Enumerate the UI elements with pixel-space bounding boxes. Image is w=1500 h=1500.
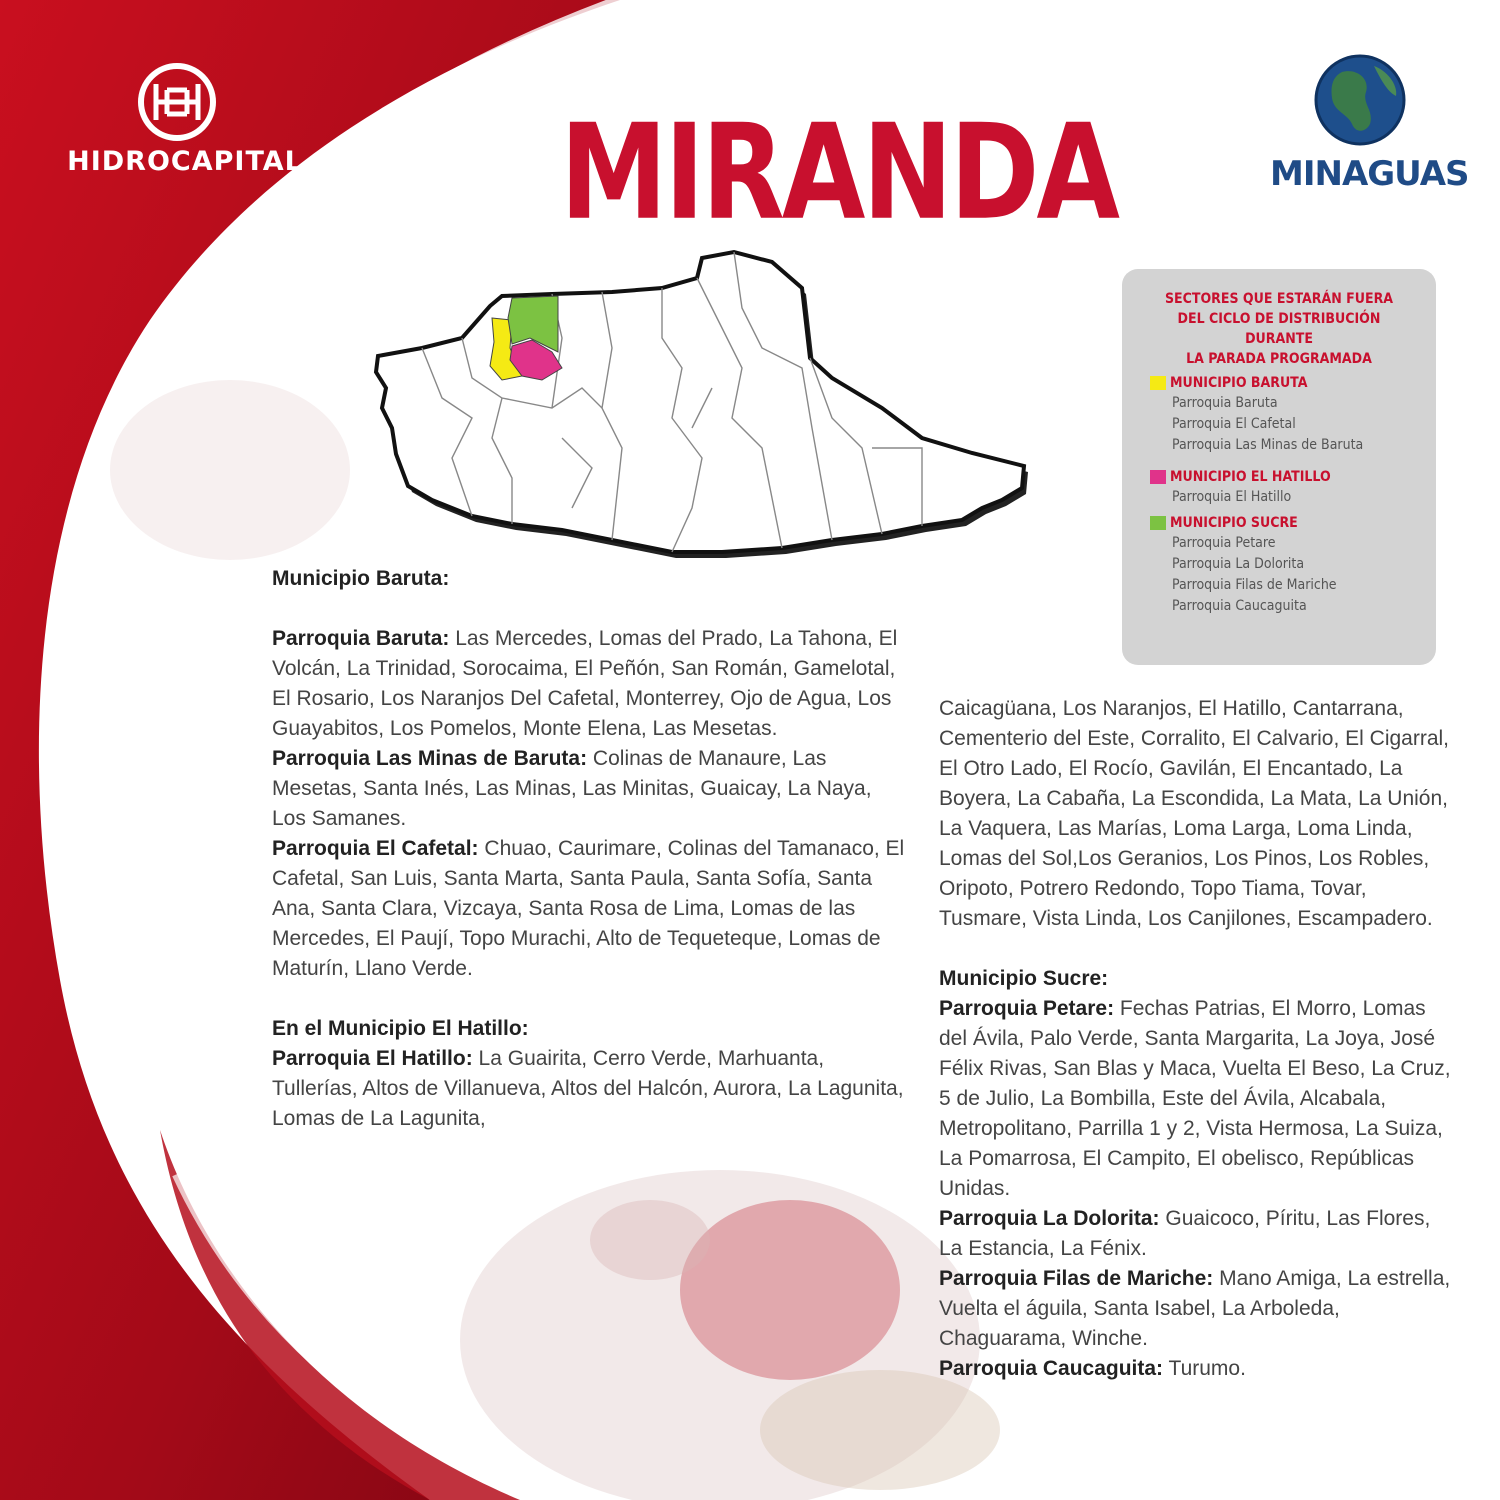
paragraph-petare: Parroquia Petare: Fechas Patrias, El Morro, Lomas del Ávila, Palo Verde, Santa Margarita, La Joya, José Félix Rivas, San Blas y Maca, Vuelta El Beso, La Cruz, 5 de Julio, La Bombilla, Este del Ávila, Alcabala, Metropolitano, Parrilla 1 y 2, Vista Hermosa, La Suiza, La Pomarrosa, El Campito, El obelisco, Repúblicas Unidas. [939, 997, 1451, 1200]
left-column-text [272, 564, 907, 1134]
paragraph-el-cafetal: Parroquia El Cafetal: Chuao, Caurimare, Colinas del Tamanaco, El Cafetal, San Luis, Santa Marta, Santa Paula, Santa Sofía, Santa Ana, Santa Clara, Vizcaya, Santa Rosa de Lima, Lomas de las Mercedes, El Paují, Topo Murachi, Alto de Tequeteque, Lomas de Maturín, Llano Verde. [272, 837, 905, 980]
miranda-map [362, 248, 1034, 558]
minaguas-wordmark: MINAGUAS [1270, 154, 1469, 194]
legend-panel [1122, 269, 1436, 665]
legend-group-baruta: MUNICIPIO BARUTA Parroquia Baruta Parroquia El Cafetal Parroquia Las Minas de Baruta [1150, 375, 1363, 456]
legend-group-sucre: MUNICIPIO SUCRE Parroquia Petare Parroquia La Dolorita Parroquia Filas de Mariche Parroquia Caucaguita [1150, 515, 1337, 617]
paragraph-parroquia-baruta: Parroquia Baruta: Las Mercedes, Lomas del Prado, La Tahona, El Volcán, La Trinidad, Sorocaima, El Peñón, San Román, Gamelotal, El Rosario, Los Naranjos Del Cafetal, Monterrey, Ojo de Agua, Los Guayabitos, Los Pomelos, Monte Elena, Las Mesetas. [272, 627, 898, 740]
paragraph-el-hatillo-continued: Caicagüana, Los Naranjos, El Hatillo, Cantarrana, Cementerio del Este, Corralito, El Calvario, El Cigarral, El Otro Lado, El Rocío, Gavilán, El Encantado, La Boyera, La Cabaña, La Escondida, La Mata, La Unión, La Vaquera, Las Marías, Loma Larga, Loma Linda, Lomas del Sol,Los Geranios, Los Pinos, Los Robles, Oripoto, Potrero Redondo, Topo Tiama, Tovar, Tusmare, Vista Linda, Los Canjilones, Escampadero. [939, 697, 1450, 930]
paragraph-filas-de-mariche: Parroquia Filas de Mariche: Mano Amiga, La estrella, Vuelta el águila, Santa Isabel, La Arboleda, Chaguarama, Winche. [939, 1267, 1451, 1350]
map-outline [376, 252, 1024, 552]
paragraph-la-dolorita: Parroquia La Dolorita: Guaicoco, Píritu, Las Flores, La Estancia, La Fénix. [939, 1207, 1431, 1260]
globe-icon [1312, 52, 1408, 148]
right-column-text [939, 694, 1459, 1384]
paragraph-caucaguita: Parroquia Caucaguita: Turumo. [939, 1357, 1246, 1380]
yellow-swatch [1150, 376, 1166, 390]
green-swatch [1150, 516, 1166, 530]
hidrocapital-wordmark: HIDROCAPITAL [67, 146, 303, 177]
minaguas-logo [1270, 52, 1469, 202]
legend-title: SECTORES QUE ESTARÁN FUERA DEL CICLO DE DISTRIBUCIÓN DURANTE LA PARADA PROGRAMADA [1164, 291, 1394, 367]
page-title: MIRANDA [560, 97, 1118, 250]
magenta-swatch [1150, 470, 1166, 484]
paragraph-las-minas: Parroquia Las Minas de Baruta: Colinas de Manaure, Las Mesetas, Santa Inés, Las Minas, Las Minitas, Guaicay, La Naya, Los Samanes. [272, 747, 872, 830]
legend-group-el-hatillo: MUNICIPIO EL HATILLO Parroquia El Hatillo [1150, 469, 1331, 508]
hidrocapital-logo [60, 62, 310, 182]
heading-municipio-el-hatillo: En el Municipio El Hatillo: [272, 1017, 529, 1040]
heading-municipio-sucre: Municipio Sucre: [939, 967, 1109, 990]
hidrocapital-emblem-icon [134, 62, 220, 142]
heading-municipio-baruta: Municipio Baruta: [272, 567, 450, 590]
paragraph-el-hatillo: Parroquia El Hatillo: La Guairita, Cerro Verde, Marhuanta, Tullerías, Altos de Villanueva, Altos del Halcón, Aurora, La Lagunita, Lomas de La Lagunita, [272, 1047, 904, 1130]
